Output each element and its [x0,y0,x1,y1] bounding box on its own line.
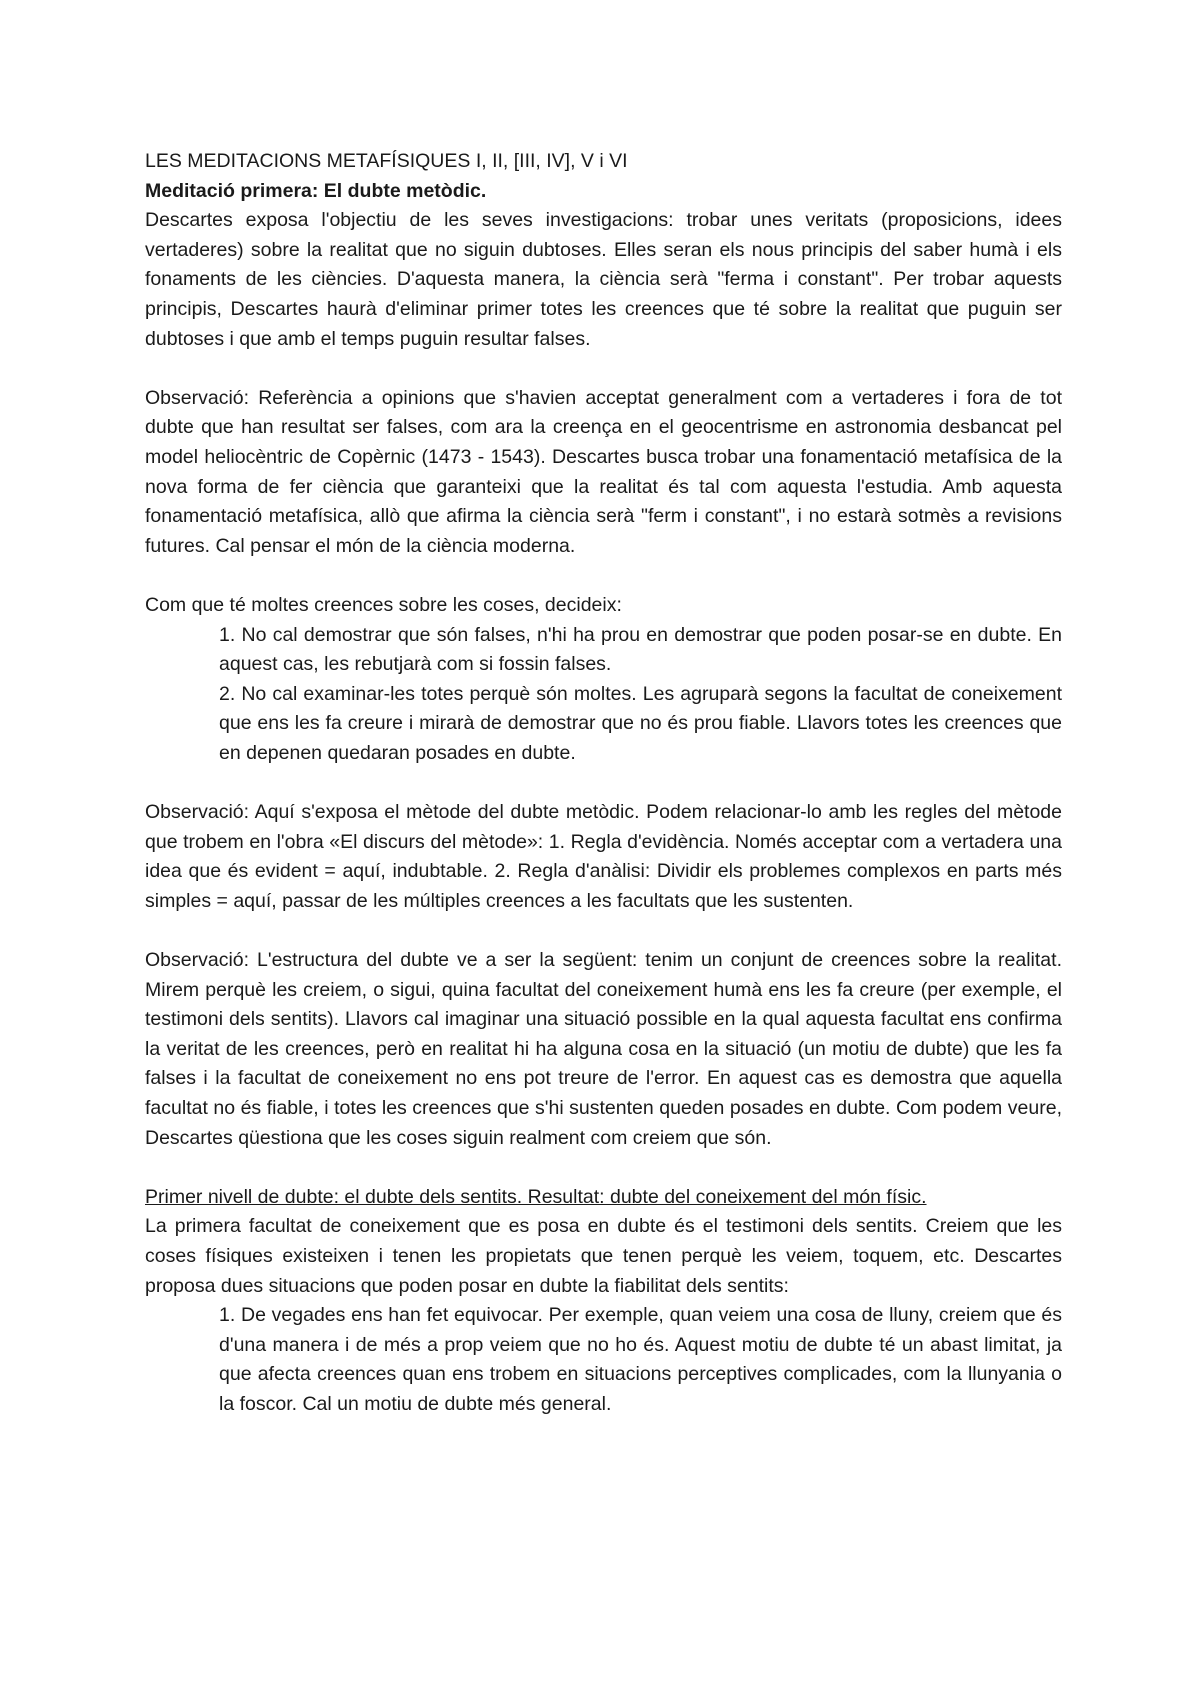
section-heading-level1: Primer nivell de dubte: el dubte dels sentits. Resultat: dubte del coneixement del món físic. [145,1185,927,1208]
document-page [145,147,1062,1420]
observation-paragraph-2: Observació: Aquí s'exposa el mètode del dubte metòdic. Podem relacionar-lo amb les regles del mètode que trobem en l'obra «El discurs del mètode»: 1. Regla d'evidència. Només acceptar com a vertadera una idea que és evident = aquí, indubtable. 2. Regla d'anàlisi: Dividir els problemes complexos en parts més simples = aquí, passar de les múltiples creences a les facultats que les sustenten. [145,801,1062,912]
decision-intro: Com que té moltes creences sobre les coses, decideix: [145,593,622,616]
level1-item-1: 1. De vegades ens han fet equivocar. Per exemple, quan veiem una cosa de lluny, creiem que és d'una manera i de més a prop veiem que no ho és. Aquest motiu de dubte té un abast limitat, ja que afecta creences quan ens trobem en situacions perceptives complicades, com la llunyania o la foscor. Cal un motiu de dubte més general. [219,1304,1062,1415]
document-title: LES MEDITACIONS METAFÍSIQUES I, II, [III, IV], V i VI [145,150,628,172]
level1-paragraph: La primera facultat de coneixement que es posa en dubte és el testimoni dels sentits. Creiem que les coses físiques existeixen i tenen les propietats que tenen perquè les veiem, toquem, etc. Descartes proposa dues situacions que poden posar en dubte la fiabilitat dels sentits: [145,1215,1062,1297]
observation-paragraph-3: Observació: L'estructura del dubte ve a ser la següent: tenim un conjunt de creences sobre la realitat. Mirem perquè les creiem, o sigui, quina facultat del coneixement humà ens les fa creure (per exemple, el testimoni dels sentits). Llavors cal imaginar una situació possible en la qual aquesta facultat ens confirma la veritat de les creences, però en realitat hi ha alguna cosa en la situació (un motiu de dubte) que les fa falses i la facultat de coneixement no ens pot treure de l'error. En aquest cas es demostra que aquella facultat no és fiable, i totes les creences que s'hi sustenten queden posades en dubte. Com podem veure, Descartes qüestiona que les coses siguin realment com creiem que són. [145,949,1062,1149]
observation-paragraph-1: Observació: Referència a opinions que s'havien acceptat generalment com a vertaderes i fora de tot dubte que han resultat ser falses, com ara la creença en el geocentrisme en astronomia desbancat pel model heliocèntric de Copèrnic (1473 - 1543). Descartes busca trobar una fonamentació metafísica de la nova forma de fer ciència que garanteixi que la realitat és tal com aquesta l'estudia. Amb aquesta fonamentació metafísica, allò que afirma la ciència serà "ferm i constant", i no estarà sotmès a revisions futures. Cal pensar el món de la ciència moderna. [145,386,1062,557]
decision-item-2: 2. No cal examinar-les totes perquè són moltes. Les agruparà segons la facultat de coneixement que ens les fa creure i mirarà de demostrar que no és prou fiable. Llavors totes les creences que en depenen quedaran posades en dubte. [219,682,1062,764]
intro-paragraph: Descartes exposa l'objectiu de les seves investigacions: trobar unes veritats (proposicions, idees vertaderes) sobre la realitat que no siguin dubtoses. Elles seran els nous principis del saber humà i els fonaments de les ciències. D'aquesta manera, la ciència serà "ferma i constant". Per trobar aquests principis, Descartes haurà d'eliminar primer totes les creences que té sobre la realitat que puguin ser dubtoses i que amb el temps puguin resultar falses. [145,209,1062,350]
section-subtitle: Meditació primera: El dubte metòdic. [145,179,487,202]
decision-item-1: 1. No cal demostrar que són falses, n'hi ha prou en demostrar que poden posar-se en dubte. En aquest cas, les rebutjarà com si fossin falses. [219,623,1062,676]
